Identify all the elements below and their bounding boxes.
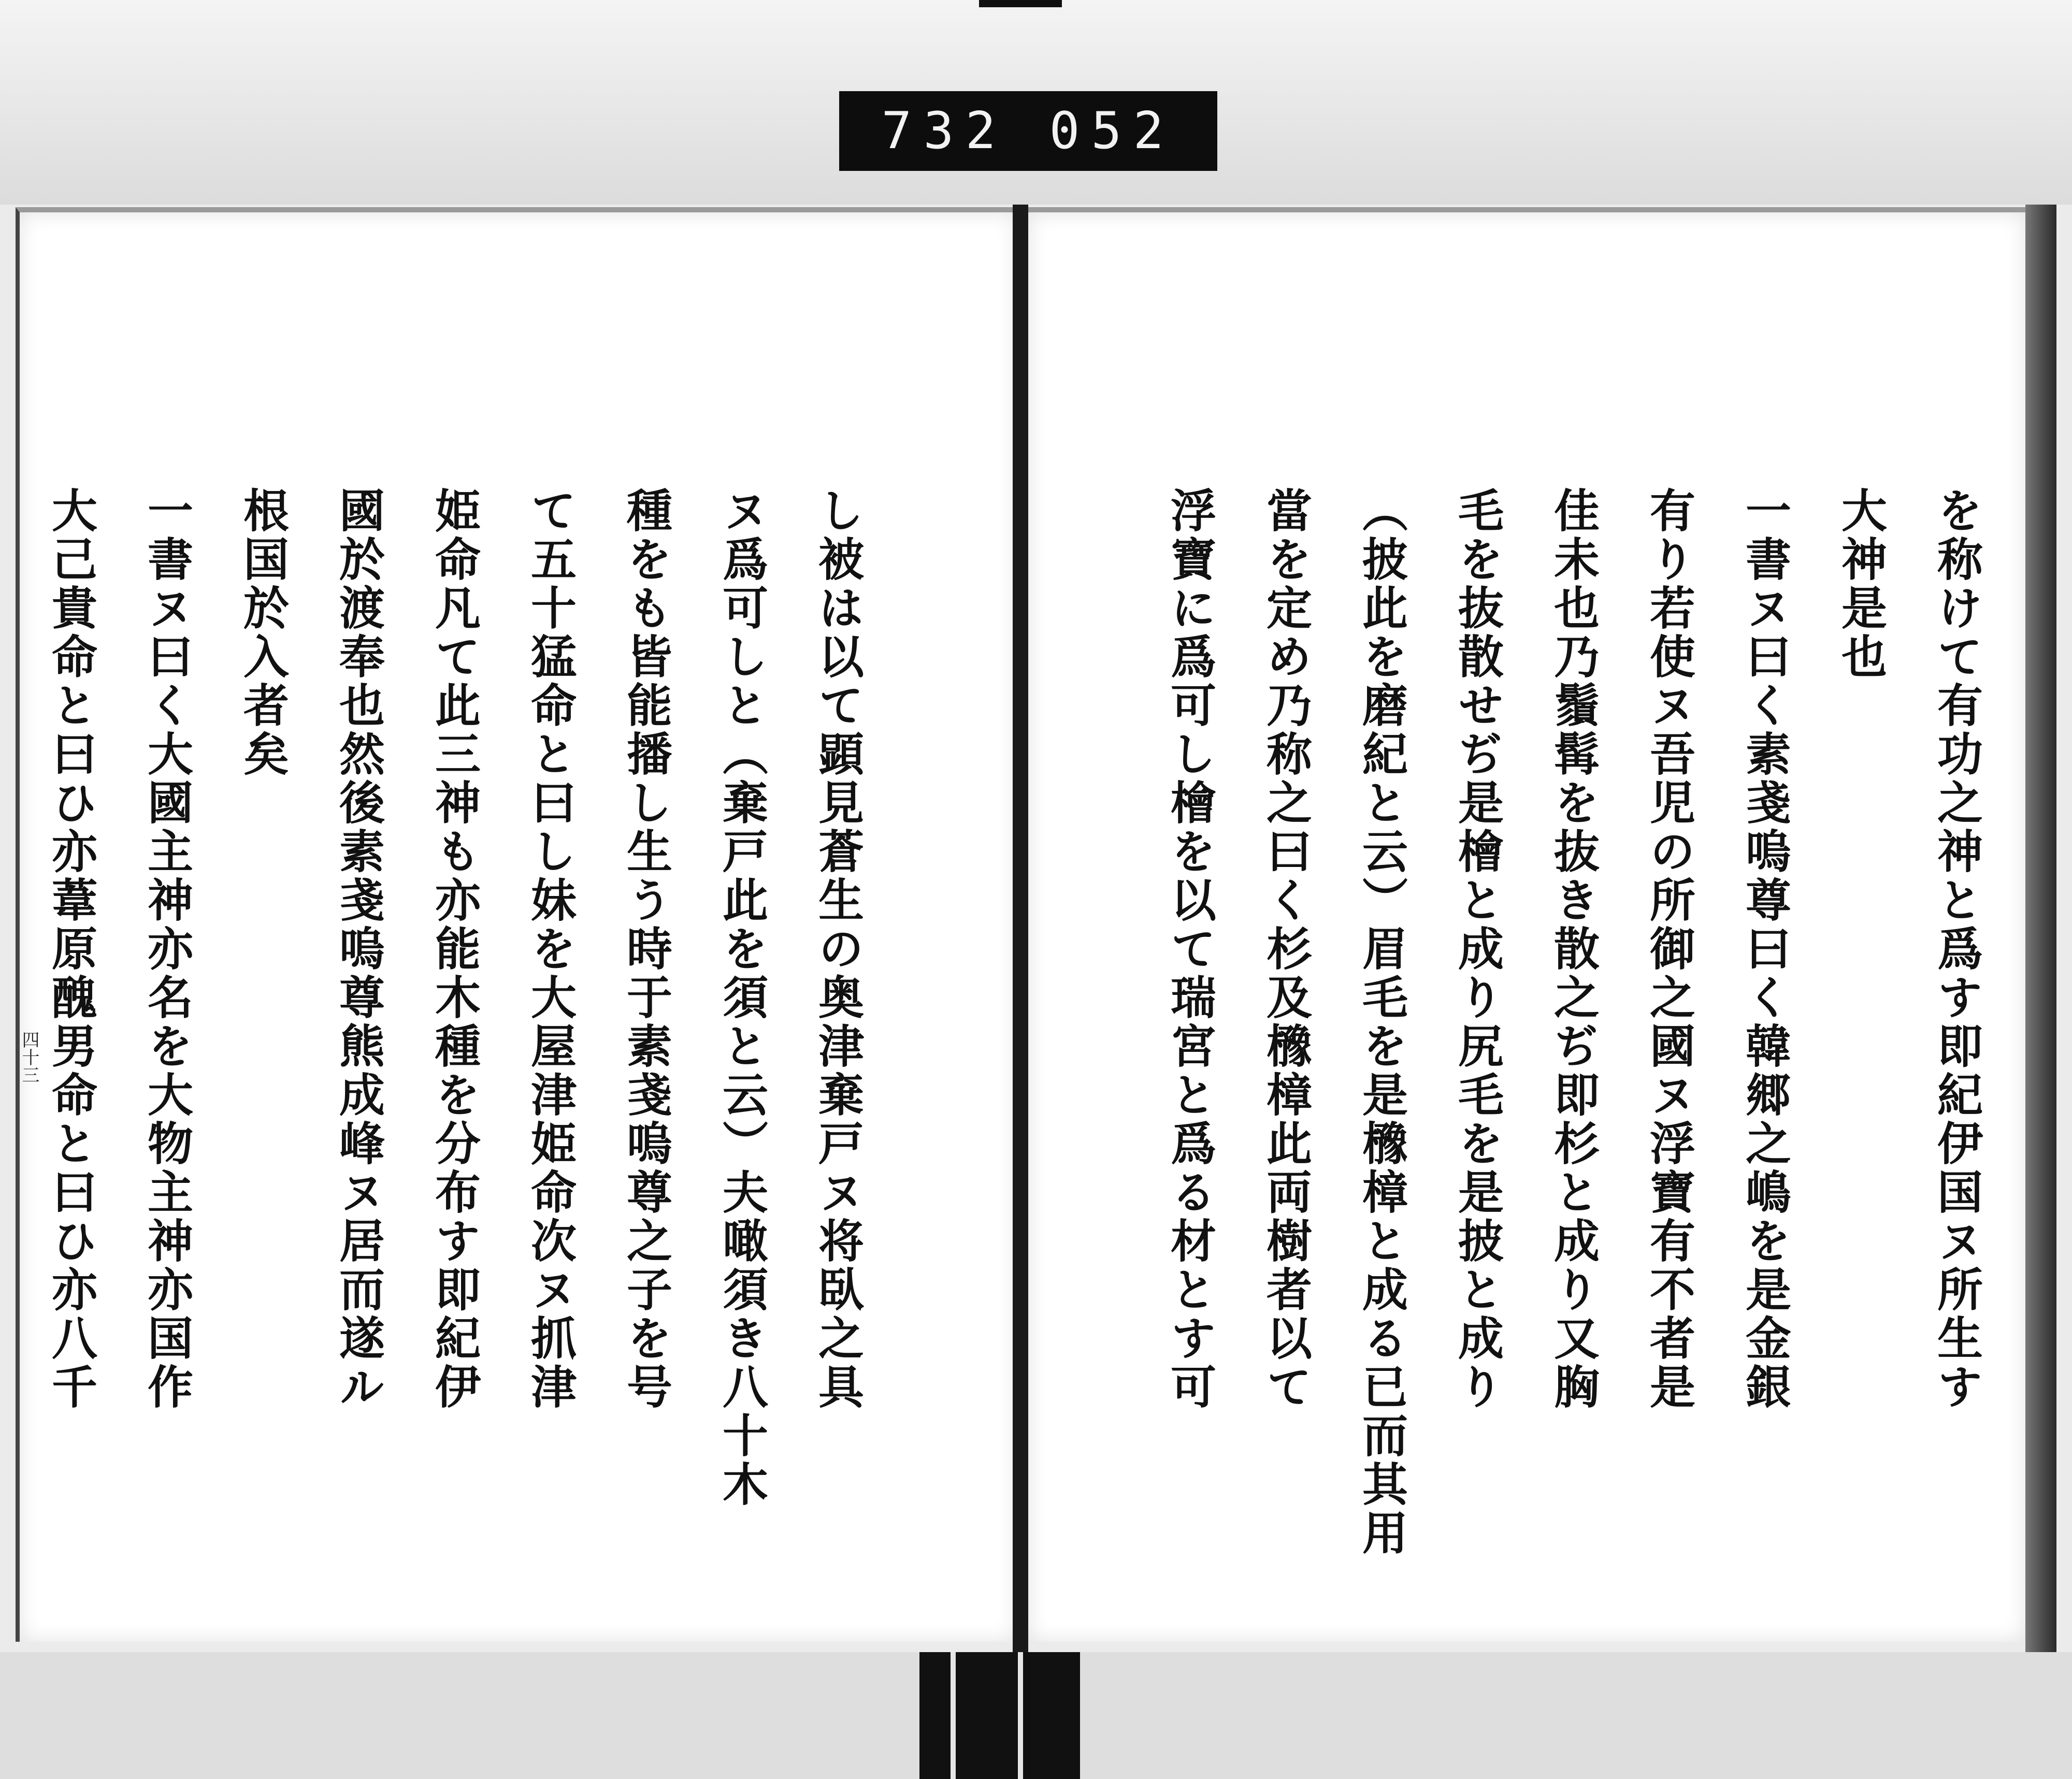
book-gutter bbox=[1013, 205, 1028, 1655]
top-clip bbox=[979, 0, 1062, 7]
right-page-text: を称けて有功之神と爲す即紀伊国ヌ所生す 大神是也 一書ヌ曰く素戔嗚尊曰く韓郷之嶋を是金銀 有り若使ヌ吾児の所御之國ヌ浮寶有不者是 佳未也乃鬚髯を抜き散之ぢ即杉と成り又胸 毛を抜散せぢ是檜と成り尻毛を是披と成り （披此を磨紀と云）眉毛を是櫲樟と成る已而其用 當を定め乃称之曰く杉及櫲樟此両樹者以て 浮寶に爲可し檜を以て瑞宮と爲る材とす可 bbox=[1163, 487, 1984, 1558]
book-cover-edge bbox=[2025, 205, 2056, 1655]
bottom-clip bbox=[919, 1652, 1080, 1779]
left-page-text: し被は以て顕見蒼生の奥津棄戸ヌ将臥之具 ヌ爲可しと（棄戸此を須と云）夫噉須き八十木 種をも皆能播し生う時于素戔嗚尊之子を号 て五十猛命と曰し妹を大屋津姫命次ヌ抓津 姫命凡て此三神も亦能木種を分布す即紀伊 國於渡奉也然後素戔嗚尊熊成峰ヌ居而遂ル 根国於入者矣 一書ヌ曰く大國主神亦名を大物主神亦国作 大己貴命と曰ひ亦葦原醜男命と曰ひ亦八千 bbox=[45, 487, 865, 1509]
page-folio: 四十三 bbox=[19, 1031, 39, 1083]
call-number-label: 732 052 bbox=[839, 91, 1217, 171]
